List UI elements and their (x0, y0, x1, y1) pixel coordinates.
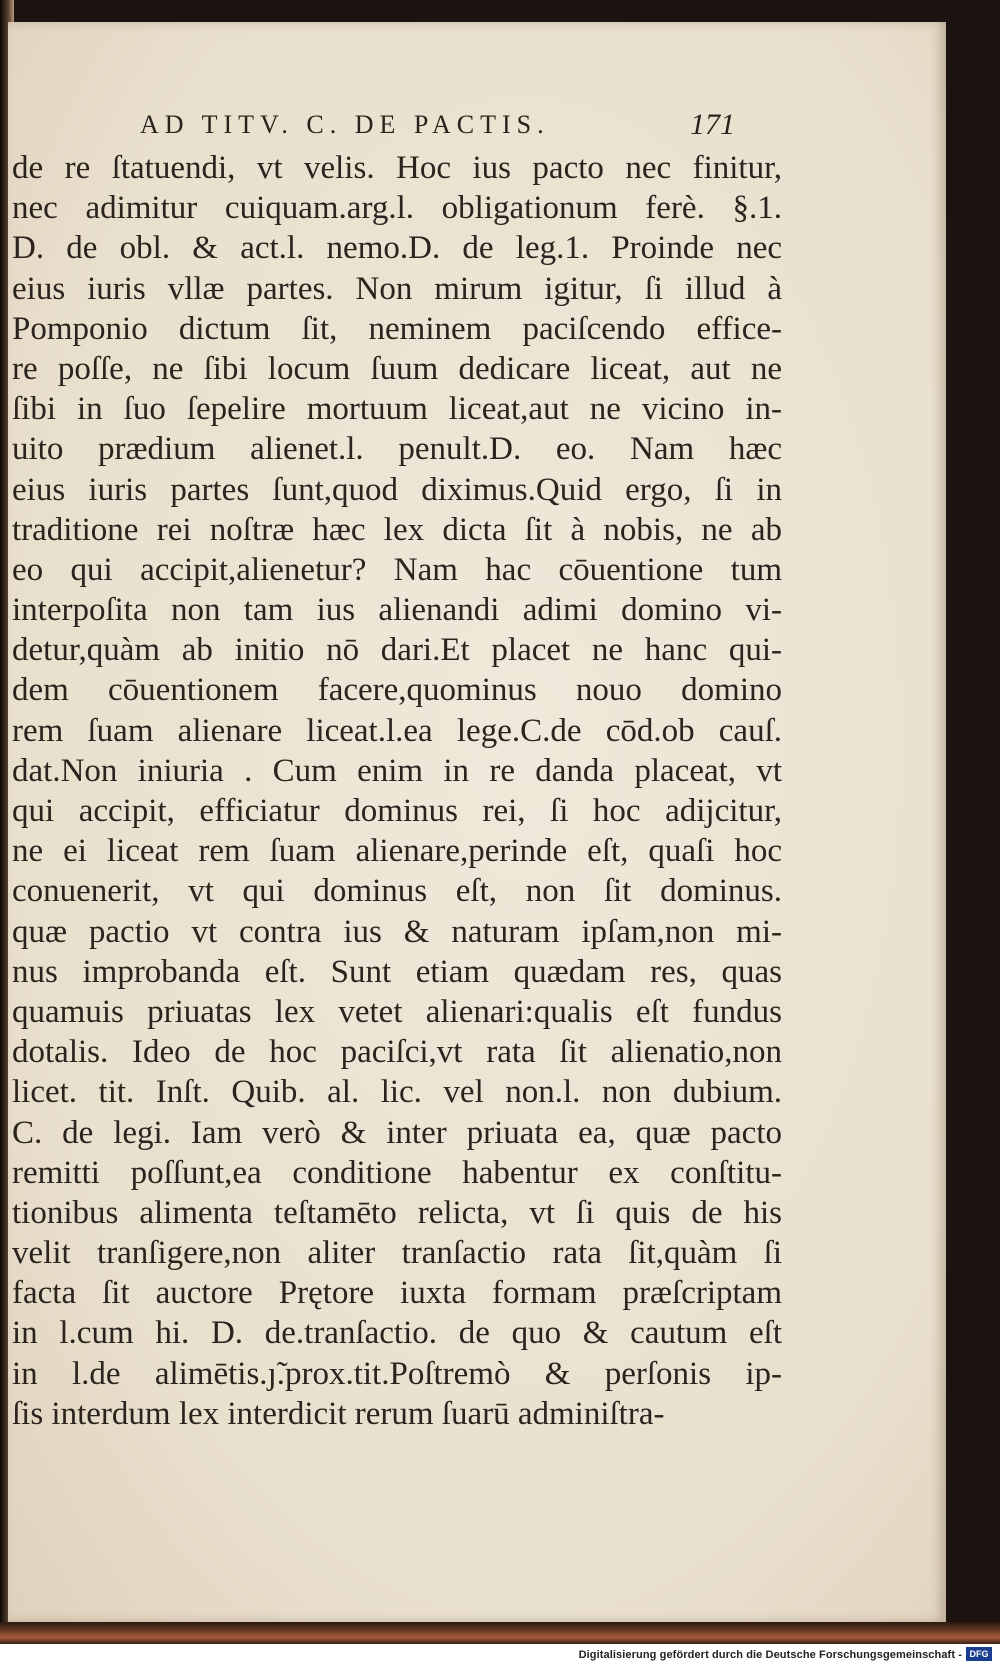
text-line: in l.de alimētis.ȷ̃.prox.tit.Poſtremò & perſonis ip- (12, 1355, 782, 1392)
text-line: dotalis. Ideo de hoc paciſci,vt rata ſit alienatio,non (12, 1034, 782, 1071)
text-line: D. de obl. & act.l. nemo.D. de leg.1. Proinde nec (12, 230, 782, 267)
text-line: re poſſe, ne ſibi locum ſuum dedicare liceat, aut ne (12, 350, 782, 387)
page-bottom-edge (0, 1622, 1000, 1644)
dfg-logo: DFG (966, 1647, 992, 1661)
text-line: quæ pactio vt contra ius & naturam ipſam,non mi- (12, 913, 782, 950)
body-text (12, 148, 782, 1434)
text-line: ne ei liceat rem ſuam alienare,perinde eſt, quaſi hoc (12, 833, 782, 870)
text-line: nus improbanda eſt. Sunt etiam quædam res, quas (12, 953, 782, 990)
text-line: in l.cum hi. D. de.tranſactio. de quo & cautum eſt (12, 1315, 782, 1352)
text-line: eo qui accipit,alienetur? Nam hac cōuentione tum (12, 551, 782, 588)
text-line: detur,quàm ab initio nō dari.Et placet ne hanc qui- (12, 632, 782, 669)
text-line: eius iuris partes ſunt,quod diximus.Quid ergo, ſi in (12, 471, 782, 508)
text-line: qui accipit, efficiatur dominus rei, ſi hoc adijcitur, (12, 793, 782, 829)
text-line: eius iuris vllæ partes. Non mirum igitur, ſi illud à (12, 270, 782, 307)
text-line: ſis interdum lex interdicit rerum ſuarū adminiſtra- (12, 1395, 665, 1432)
text-line: traditione rei noſtræ hæc lex dicta ſit à nobis, ne ab (12, 511, 782, 548)
text-line: ſibi in ſuo ſepelire mortuum liceat,aut ne vicino in- (12, 391, 782, 428)
text-line: interpoſita non tam ius alienandi adimi domino vi- (12, 592, 782, 629)
text-line: Pomponio dictum ſit, neminem paciſcendo effice- (12, 310, 782, 347)
text-line: de re ſtatuendi, vt velis. Hoc ius pacto nec finitur, (12, 150, 782, 186)
text-line: nec adimitur cuiquam.arg.l. obligationum ferè. §.1. (12, 190, 782, 227)
text-line: quamuis priuatas lex vetet alienari:qualis eſt fundus (12, 993, 782, 1030)
running-head: AD TITV. C. DE PACTIS. (140, 110, 550, 139)
text-line: velit tranſigere,non aliter tranſactio rata ſit,quàm ſi (12, 1235, 782, 1272)
text-line: dem cōuentionem facere,quominus nouo domino (12, 672, 782, 709)
text-line: licet. tit. Inſt. Quib. al. lic. vel non.l. non dubium. (12, 1074, 782, 1111)
text-line: C. de legi. Iam verò & inter priuata ea, quæ pacto (12, 1114, 782, 1151)
text-line: remitti poſſunt,ea conditione habentur ex conſtitu- (12, 1154, 782, 1191)
text-line: conuenerit, vt qui dominus eſt, non ſit dominus. (12, 873, 782, 910)
digitization-credit: Digitalisierung gefördert durch die Deutsche Forschungsgemeinschaft - (578, 1649, 962, 1661)
text-line: rem ſuam alienare liceat.l.ea lege.C.de cōd.ob cauſ. (12, 712, 782, 749)
text-line: uito prædium alienet.l. penult.D. eo. Nam hæc (12, 431, 782, 468)
page-number: 171 (690, 108, 735, 141)
text-line: facta ſit auctore Prętore iuxta formam præſcriptam (12, 1275, 782, 1312)
text-line: tionibus alimenta teſtamēto relicta, vt ſi quis de his (12, 1194, 782, 1231)
text-line: dat.Non iniuria . Cum enim in re danda placeat, vt (12, 752, 782, 789)
